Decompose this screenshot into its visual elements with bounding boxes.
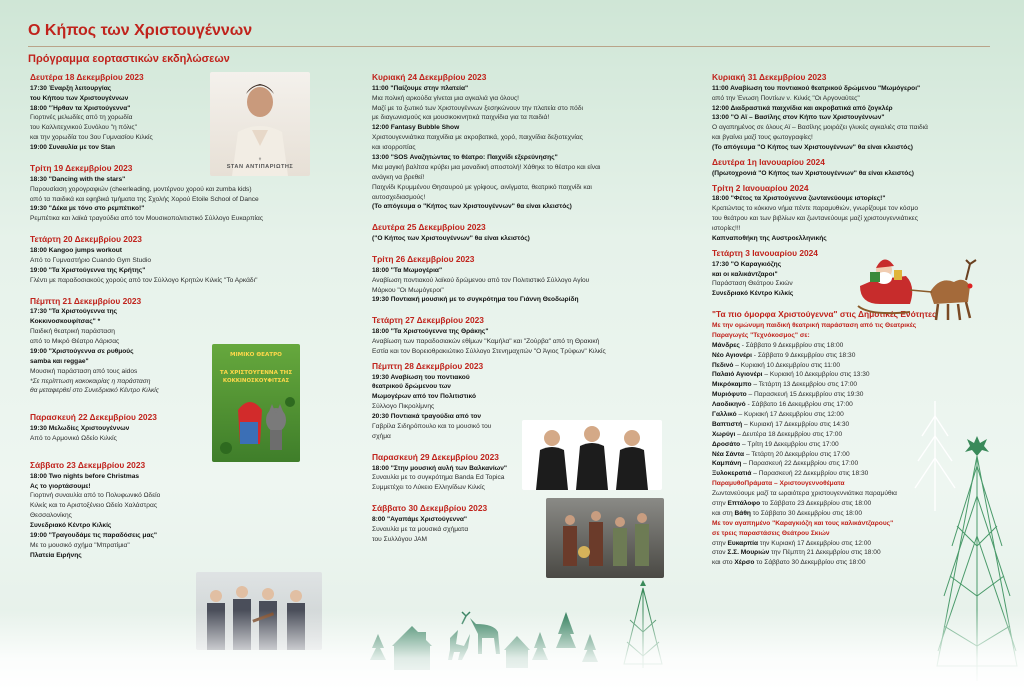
section-heading: σε τρεις παραστάσεις Θεάτρου Σκιών [712, 529, 830, 537]
event-description: Αναβίωση ποντιακού λαϊκού δρώμενου από τον Πολιτιστικό Σύλλογο Αγίου [372, 276, 590, 284]
event-description: Κρατώντας το κόκκινο νήμα πέντε παραμυθιών, γνωρίζουμε τον κόσμο [712, 205, 919, 213]
event-date-heading: Παρασκευή 29 Δεκεμβρίου 2023 [372, 451, 499, 462]
event-title: Μωμογέρων από τον Πολιτιστικό [372, 393, 476, 401]
venue-schedule-item [712, 351, 1002, 361]
event-description: από την Ένωση Ποντίων ν. Κιλκίς "Οι Αργοναύτες" [712, 94, 860, 102]
venue-schedule-item [712, 341, 1002, 351]
event-title: 18:30 "Dancing with the stars" [30, 175, 126, 183]
event-title: 18:00 "Στην μουσική αυλή των Βαλκανίων" [372, 464, 508, 472]
venue-datetime: – Κυριακή 17 Δεκεμβρίου στις 12:00 [736, 410, 844, 418]
event-date-heading: Τετάρτη 20 Δεκεμβρίου 2023 [30, 234, 142, 245]
event-date-heading: Παρασκευή 22 Δεκεμβρίου 2023 [30, 412, 157, 423]
event-title: Καπναποθήκη της Αυστροελληνικής [712, 234, 827, 242]
venue-prefix: στην [712, 539, 728, 547]
event-note: *Σε περίπτωση κακοκαιρίας η παράσταση [30, 377, 151, 385]
venue-name: Παλαιό Αγιονέρι [712, 371, 763, 379]
event-description: ανάγκη να βρεθεί! [372, 173, 425, 181]
venue-schedule-item [712, 361, 1002, 371]
event-title: (Πρωτοχρονιά "Ο Κήπος των Χριστουγέννων" θα είναι κλειστός) [712, 169, 914, 177]
event-description: Θεσσαλονίκης [30, 512, 72, 520]
event-description: Με το μουσικό σχήμα "Μπρατίμια" [30, 541, 130, 549]
spacer [372, 305, 672, 311]
section-heading: Με τον αγαπημένο "Καραγκιόζη και τους καλικάντζαρους" [712, 519, 894, 527]
event-date-heading: Δευτέρα 1η Ιανουαρίου 2024 [712, 157, 825, 167]
venue-datetime: - Σάββατο 9 Δεκεμβρίου στις 18:30 [751, 351, 856, 359]
event-note: θα μεταφερθεί στο Συνεδριακό Κέντρο Κιλκίς [30, 387, 159, 395]
event-title: 18:00 "Φέτος τα Χριστούγεννα ζωντανεύουμε ιστορίες!" [712, 195, 886, 203]
event-date-heading: Σάββατο 30 Δεκεμβρίου 2023 [372, 503, 488, 514]
event-description: Γαβρίλα Σιδηρόπουλο και το μουσικό του [372, 422, 492, 430]
event-description: Ζωντανεύουμε μαζί τα ωραιότερα χριστουγεννιάτικα παραμύθια [712, 490, 897, 498]
venue-datetime: το Σάββατο 30 Δεκεμβρίου στις 18:00 [754, 559, 866, 567]
venue-datetime: – Κυριακή 10 Δεκεμβρίου στις 11:00 [733, 361, 841, 369]
event-title: 11:00 "Παίζουμε στην πλατεία" [372, 84, 469, 92]
event-description: και βγαίνει μαζί τους φωτογραφίες! [712, 134, 813, 142]
venue-datetime: – Κυριακή 17 Δεκεμβρίου στις 14:30 [742, 420, 850, 428]
venue-name: Ξυλοκερατιά [712, 470, 752, 478]
event-title: 19:30 Αναβίωση του ποντιακού [372, 373, 470, 381]
venue-prefix: και στο [712, 559, 735, 567]
event-title: (Το απόγευμα ο "Κήπος των Χριστουγέννων" θα είναι κλειστός) [372, 203, 572, 211]
event-title: Ας το γιορτάσουμε! [30, 482, 91, 490]
event-title: του Κήπου των Χριστουγέννων [30, 94, 129, 102]
venue-name: Βαπτιστή [712, 420, 743, 428]
event-date-heading: Τετάρτη 3 Ιανουαρίου 2024 [712, 247, 818, 258]
event-description: Παράσταση Θεάτρου Σκιών [712, 280, 793, 288]
event-title: 12:00 Fantasy Bubble Show [372, 124, 460, 132]
event-title: 13:00 "Ο Αϊ – Βασίλης στον Κήπο των Χριστουγέννων" [712, 114, 885, 122]
event-description: Συναυλία με τα μουσικά σχήματα [372, 525, 469, 533]
poster-line-2: ΤΑ ΧΡΙΣΤΟΥΓΕΝΝΑ ΤΗΣ [219, 370, 293, 376]
event-description: Χριστουγεννιάτικα παιχνίδια με ακροβατικά, χορό, παιχνίδια δεξιοτεχνίας [372, 134, 583, 142]
event-description: του Καλλιτεχνικού Συνόλου "η πόλις" [30, 124, 137, 132]
venue-name: Ευκαρπία [727, 539, 759, 547]
event-title: 18:00 "Τα Χριστούγεννα της Θράκης" [372, 328, 489, 336]
venue-datetime: το Σάββατο 23 Δεκεμβρίου στις 18:00 [760, 500, 872, 507]
venue-datetime: – Παρασκευή 22 Δεκεμβρίου στις 18:30 [751, 470, 869, 478]
venue-datetime: την Κυριακή 17 Δεκεμβρίου στις 12:00 [758, 539, 872, 547]
venue-name: Σ.Σ. Μουριών [727, 549, 770, 557]
event-title: 19:30 "Δέκα με τόνο στο ρεμπέτικο!" [30, 205, 145, 213]
event-title: 12:00 Διαδραστικά παιχνίδια και ακροβατικά από ζογκλέρ [712, 104, 893, 112]
mimo-theatre-poster [212, 344, 300, 462]
event-title: Πλατεία Ειρήνης [30, 551, 82, 559]
event-description: του Συλλόγου JAM [372, 535, 428, 543]
venue-name: Μυριόφυτο [712, 391, 747, 399]
event-date-heading: Πέμπτη 28 Δεκεμβρίου 2023 [372, 360, 484, 371]
venue-datetime: – Τετάρτη 20 Δεκεμβρίου στις 17:00 [744, 450, 850, 458]
event-description: Συναυλία με το συγκρότημα Banda Ed Topica [372, 474, 505, 482]
venue-datetime: - Σάββατο 9 Δεκεμβρίου στις 18:00 [739, 341, 844, 349]
event-description: Συμμετέχει το Λύκειο Ελληνίδων Κιλκίς [372, 484, 485, 492]
venue-name: Πεδινό [712, 361, 734, 369]
section-heading: ΠαραμυθοΠράματα – Χριστουγεννοθέματα [712, 480, 845, 488]
stan-photo [210, 72, 310, 176]
event-title: 17:30 "Τα Χριστούγεννα της [30, 308, 118, 316]
event-title: Συνεδριακό Κέντρο Κιλκίς [712, 290, 794, 298]
event-description: αυτοσχεδιασμούς! [372, 193, 426, 201]
event-title: Κοκκινοσκουφίτσας" * [30, 318, 101, 326]
event-description: από τα παιδικά και εφηβικά τμήματα της Σχολής Χορού Etoile School of Dance [30, 195, 259, 203]
event-date-heading: Δευτέρα 25 Δεκεμβρίου 2023 [372, 222, 486, 233]
event-title: 13:00 "SOS Αναζητώντας το θέατρο: Παιχνίδι εξερεύνησης" [372, 154, 558, 161]
venue-datetime: – Τετάρτη 13 Δεκεμβρίου στις 17:00 [751, 381, 858, 389]
pontic-singers-photo [522, 420, 662, 490]
stan-caption: STAN ΑΝΤΙΠΑΡΙΩΤΗΣ [226, 164, 294, 170]
event-title: 19:00 "Χριστούγεννα σε ρυθμούς [30, 347, 134, 355]
venue-schedule-item [712, 370, 1002, 380]
event-date-heading: Πέμπτη 21 Δεκεμβρίου 2023 [30, 295, 142, 306]
event-title: 11:00 Αναβίωση του ποντιακού θεατρικού δρώμενου "Μωμόγεροι" [712, 84, 921, 92]
event-title: Συνεδριακό Κέντρο Κιλκίς [30, 522, 112, 530]
event-description: Παρουσίαση χορογραφιών (cheerleading, μοντέρνου χορού και zumba kids) [30, 185, 252, 193]
event-title: ("Ο Κήπος των Χριστουγέννων" θα είναι κλειστός) [372, 235, 530, 243]
event-description: Μάρκου "Οι Μωμόγεροι" [372, 286, 444, 294]
event-date-heading: Κυριακή 31 Δεκεμβρίου 2023 [712, 72, 827, 82]
section-heading: Με την ομώνυμη παιδική θεατρική παράσταση από τις Θεατρικές [712, 321, 917, 329]
venue-name: Καμπάνη [712, 460, 742, 468]
event-description: Μαζί με το ξωτικό των Χριστουγέννων ξεσηκώνουν την πλατεία στο πόδι [372, 104, 583, 112]
venue-name: Μικρόκαμπο [712, 381, 752, 389]
venue-datetime: – Τρίτη 19 Δεκεμβρίου στις 17:00 [740, 440, 839, 448]
event-description: από το Μικρό Θέατρο Λάρισας [30, 337, 120, 345]
event-description: του θεάτρου και των βιβλίων και ζωντανεύουμε μαζί χριστουγεννιάτικες [712, 215, 918, 223]
event-date-heading: Τρίτη 2 Ιανουαρίου 2024 [712, 182, 809, 193]
event-title: 20:30 Ποντιακά τραγούδια από τον [372, 413, 482, 421]
event-title: samba και reggae" [30, 357, 89, 365]
venue-datetime: – Παρασκευή 22 Δεκεμβρίου στις 17:00 [741, 460, 859, 468]
venue-datetime: την Πέμπτη 21 Δεκεμβρίου στις 18:00 [769, 549, 881, 557]
event-description: Γιορτινή συναυλία από το Πολυφωνικό Ωδείο [30, 492, 161, 500]
event-description: και την χορωδία του 3ου Γυμνασίου Κιλκίς [30, 134, 153, 142]
venue-name: Λαοδικηνό [712, 401, 746, 409]
event-description: Κιλκίς και το Αριστοξένειο Ωδείο Χαλάστρας [30, 502, 157, 510]
event-date-heading: Τετάρτη 27 Δεκεμβρίου 2023 [372, 315, 484, 326]
venue-prefix: στον [712, 549, 728, 557]
snow-ground [0, 610, 1024, 690]
venue-schedule-item [712, 380, 1002, 390]
event-date-heading: Κυριακή 24 Δεκεμβρίου 2023 [372, 72, 487, 82]
event-description: με διαγωνισμούς και μουσικοκινητικά παιχνίδια για τα παιδιά! [372, 114, 550, 122]
event-title: 19:30 Ποντιακή μουσική με το συγκρότημα του Γιάννη Θεοδωρίδη [372, 296, 579, 304]
event-description: Γλέντι με παραδοσιακούς χορούς από τον Σύλλογο Κρητών Κιλκίς "Το Αρκάδι" [30, 276, 258, 284]
svg-text:♆: ♆ [257, 157, 263, 163]
venue-prefix: στην [712, 500, 728, 507]
event-title: 17:30 Έναρξη λειτουργίας [30, 84, 112, 92]
event-title: 18:00 Two nights before Christmas [30, 472, 140, 480]
venue-datetime: – Δευτέρα 18 Δεκεμβρίου στις 17:00 [735, 430, 843, 438]
spacer [372, 212, 672, 218]
title-divider [28, 46, 990, 47]
event-description: Μια πολική αρκούδα γίνεται μια αγκαλιά για όλους! [372, 94, 520, 102]
event-date-heading: Τρίτη 26 Δεκεμβρίου 2023 [372, 254, 475, 264]
event-title: 17:30 "Ο Καραγκιόζης [712, 260, 782, 268]
venue-datetime: – Παρασκευή 15 Δεκεμβρίου στις 19:30 [746, 391, 864, 399]
venue-name: Δροσάτο [712, 440, 741, 448]
event-title: 18:00 Kangoo jumps workout [30, 246, 122, 254]
event-title: 19:00 "Τραγουδάμε τις παραδόσεις μας" [30, 531, 158, 539]
event-title: 18:00 "Τα Μωμογέρια" [372, 266, 443, 274]
event-title: 8:00 "Αγαπάμε Χριστούγεννα" [372, 515, 468, 523]
event-description: Από το Γυμναστήριο Cuando Gym Studio [30, 256, 152, 264]
event-title: 19:00 Συναυλία με τον Stan [30, 144, 116, 152]
event-description: Σύλλογο Πικρολίμνης [372, 403, 435, 411]
event-title: θεατρικού δρώμενου των [372, 383, 451, 391]
poster-line-1: ΜΙΜΙΚΟ ΘΕΑΤΡΟ [230, 352, 282, 358]
event-date-heading: Σάββατο 23 Δεκεμβρίου 2023 [30, 459, 146, 470]
event-title: και οι καλικάντζαροι" [712, 270, 778, 278]
event-title: 18:00 "Ήρθαν τα Χριστούγεννα" [30, 104, 131, 112]
spacer [372, 244, 672, 250]
venue-datetime: - Σάββατο 16 Δεκεμβρίου στις 17:00 [745, 401, 853, 409]
event-title: 19:00 "Τα Χριστούγεννα της Κρήτης" [30, 266, 146, 274]
spacer [30, 224, 330, 230]
event-description: ιστορίες!!! [712, 225, 741, 233]
event-description: και ισορροπίας [372, 144, 416, 152]
spacer [30, 286, 330, 292]
event-date-heading: "Τα πιο όμορφα Χριστούγεννα" στις Δημοτικές Ενότητες [712, 309, 937, 320]
venue-name: Επτάλοφο [727, 500, 761, 507]
venue-name: Νέα Σάντα [712, 450, 745, 458]
santa-sleigh-illustration [850, 246, 990, 326]
event-date-heading: Δευτέρα 18 Δεκεμβρίου 2023 [30, 72, 144, 82]
venue-name: Μάνδρες [712, 341, 740, 349]
venue-name: Γαλλικό [712, 410, 737, 418]
event-description: Μουσική παράσταση από τους aidos [30, 367, 138, 375]
event-date-heading: Τρίτη 19 Δεκεμβρίου 2023 [30, 163, 133, 173]
section-heading: Παραγωγές "Τεχνόκοσμος" σε: [712, 331, 810, 339]
event-title: 19:30 Μελωδίες Χριστουγέννων [30, 425, 130, 433]
event-description: Ρεμπέτικα και λαϊκά τραγούδια από τον Μουσικοπολιτιστικό Σύλλογο Ευκαρπίας [30, 215, 264, 223]
venue-name: Χέρσο [734, 559, 755, 567]
small-tree-illustration [910, 396, 960, 516]
event-description: Ο αγαπημένος σε όλους Αϊ – Βασίλης μοιράζει γλυκές αγκαλιές στα παιδιά [712, 124, 928, 132]
event-description: Παιδική θεατρική παράσταση [30, 328, 115, 336]
venue-datetime: το Σάββατο 30 Δεκεμβρίου στις 18:00 [750, 509, 863, 517]
event-description: Μια μαγική βαλίτσα κρύβει μια μοναδική αποστολή! Χάθηκε το θέατρο και είναι [372, 163, 601, 171]
page-title: Ο Κήπος των Χριστουγέννων [28, 22, 253, 39]
page-subtitle: Πρόγραμμα εορταστικών εκδηλώσεων [28, 53, 230, 65]
venue-name: Νέο Αγιονέρι [712, 351, 752, 359]
event-description: Από το Αρμονικό Ωδείο Κιλκίς [30, 434, 117, 442]
event-description: Γιορτινές μελωδίες από τη χορωδία [30, 114, 133, 122]
event-description: σχήμα [372, 432, 391, 440]
event-description: Αναβίωση των παραδοσιακών εθίμων "Καμήλα" και "Ζούρβα" από τη Θρακική [372, 337, 600, 345]
venue-prefix: και στη [712, 509, 735, 517]
poster-line-3: ΚΟΚΚΙΝΟΣΚΟΥΦΙΤΣΑΣ [222, 378, 290, 384]
banda-photo [546, 498, 664, 578]
event-description: Εστία και τον Βορειοθρακιώτικο Σύλλογο Στενημαχιτών "Ο Άγιος Τρύφων" Κιλκίς [372, 347, 606, 355]
event-title: (Το απόγευμα "Ο Κήπος των Χριστουγέννων" θα είναι κλειστός) [712, 144, 913, 152]
venue-name: Χωρύγι [712, 430, 736, 438]
event-description: Παιχνίδι Κρυμμένου Θησαυρού με γρίφους, αινίγματα, θεατρικό παιχνίδι και [372, 183, 592, 191]
venue-name: Βάθη [734, 509, 751, 517]
venue-datetime: – Κυριακή 10 Δεκεμβρίου στις 13:30 [762, 371, 870, 379]
